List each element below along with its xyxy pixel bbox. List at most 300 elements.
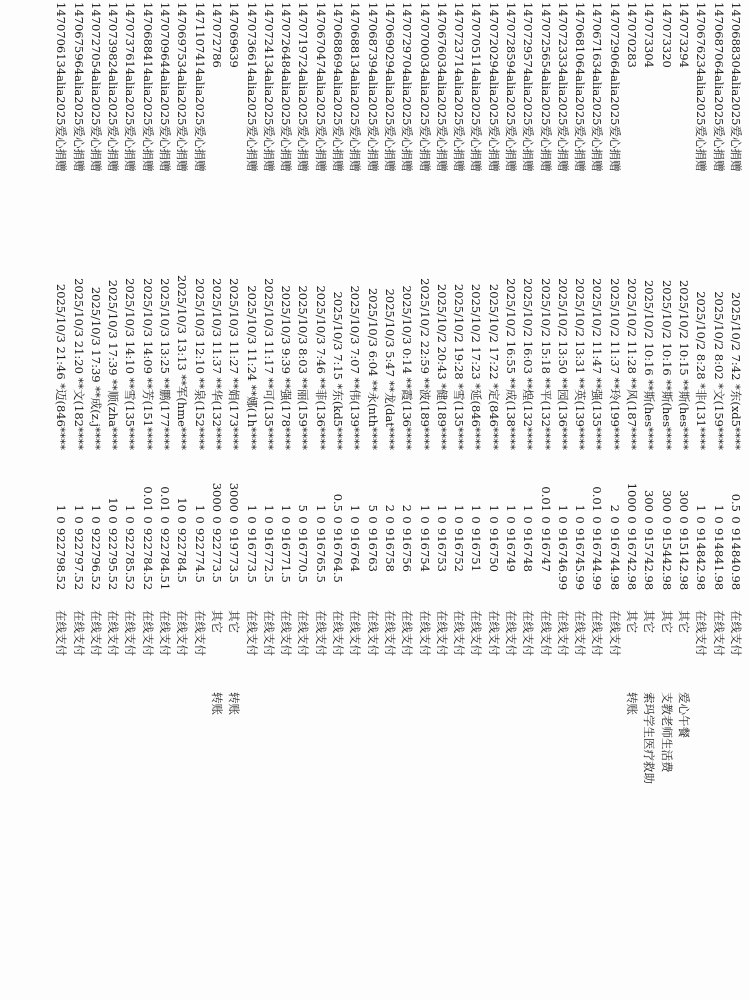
cell-expense: 0	[54, 516, 69, 524]
table-row	[467, 0, 484, 980]
cell-datetime-donor: 2025/10/2 17:23 *延(846****	[469, 283, 484, 450]
cell-amount: 1	[504, 504, 518, 512]
cell-note	[415, 690, 432, 980]
cell-payment-type: 在线支付	[296, 610, 311, 656]
cell-expense: 0	[607, 516, 622, 524]
cell-balance: 922795.52	[106, 528, 121, 591]
cell-datetime-donor: 2025/10/2 10:15 **斯(hes****	[676, 279, 691, 450]
cell-note	[450, 690, 467, 980]
cell-balance: 916749	[504, 528, 518, 572]
cell-datetime-donor: 2025/10/2 19:28 *雪(135****	[452, 283, 467, 450]
cell-expense: 0	[625, 516, 640, 524]
cell-transaction-id: 147072786	[209, 2, 224, 68]
cell-note	[381, 690, 398, 980]
table-row	[69, 0, 86, 980]
cell-note	[294, 690, 311, 980]
cell-expense: 0	[175, 516, 190, 524]
cell-balance: 919773.5	[227, 528, 242, 583]
table-row	[52, 0, 69, 980]
cell-expense: 0	[521, 516, 536, 524]
cell-payment-type: 在线支付	[555, 610, 570, 656]
table-row	[519, 0, 536, 980]
cell-note	[433, 690, 450, 980]
cell-expense: 0	[382, 516, 397, 524]
cell-expense: 0	[573, 516, 588, 524]
cell-datetime-donor: 2025/10/3 7:15 *东(kd5****	[331, 291, 346, 450]
cell-datetime-donor: 2025/10/3 0:14 **霞(136****	[400, 285, 415, 450]
cell-payment-type: 其它	[625, 610, 640, 633]
cell-balance: 922774.5	[192, 528, 207, 583]
cell-amount: 1	[313, 504, 328, 512]
cell-amount: 2	[400, 504, 415, 512]
table-row	[485, 0, 502, 980]
cell-transaction-id: 1470726484alia2025爱心捐赠	[279, 2, 294, 172]
table-row	[381, 0, 398, 980]
table-row	[606, 0, 623, 980]
cell-expense: 0	[711, 516, 726, 524]
cell-amount: 1	[123, 504, 138, 512]
cell-datetime-donor: 2025/10/2 11:37 **玲(199****	[607, 278, 622, 450]
cell-amount: 5	[365, 504, 380, 512]
cell-note	[519, 690, 536, 980]
table-row	[658, 0, 675, 980]
cell-note	[692, 690, 709, 980]
cell-transaction-id: 1470700034alia2025爱心捐赠	[417, 2, 432, 172]
table-row	[121, 0, 138, 980]
cell-amount: 300	[676, 490, 691, 512]
cell-amount: 1	[694, 504, 709, 512]
cell-note	[173, 690, 190, 980]
cell-amount: 1	[434, 504, 449, 512]
cell-transaction-id: 1470676034alia2025爱心捐赠	[434, 2, 449, 172]
cell-note	[606, 690, 623, 980]
cell-datetime-donor: 2025/10/3 17:39 **顺(zha****	[106, 279, 121, 450]
cell-payment-type: 在线支付	[54, 610, 69, 656]
cell-transaction-id: 147070283	[625, 2, 640, 68]
cell-balance: 916744.98	[607, 528, 622, 591]
cell-expense: 0	[417, 516, 432, 524]
cell-transaction-id: 1470709644alia2025爱心捐赠	[158, 2, 173, 172]
cell-transaction-id: 1470688134alia2025爱心捐赠	[348, 2, 363, 172]
table-row	[329, 0, 346, 980]
cell-balance: 922784.5	[175, 528, 190, 583]
cell-datetime-donor: 2025/10/2 22:59 **波(189****	[417, 278, 432, 450]
cell-balance: 916765.5	[313, 528, 328, 583]
cell-balance: 914841.98	[711, 528, 726, 591]
cell-note: 转账	[209, 692, 224, 715]
cell-expense: 0	[348, 516, 363, 524]
table-row	[173, 0, 190, 980]
cell-payment-type: 在线支付	[71, 610, 86, 656]
cell-datetime-donor: 2025/10/3 6:04 **永(nth****	[365, 287, 380, 450]
cell-transaction-id: 1470737614alia2025爱心捐赠	[123, 2, 138, 172]
cell-amount: 1	[486, 504, 501, 512]
cell-amount: 1	[452, 504, 467, 512]
cell-note: 爱心午餐	[676, 692, 691, 738]
cell-expense: 0	[296, 516, 311, 524]
cell-transaction-id: 1470724134alia2025爱心捐赠	[261, 2, 276, 172]
table-row	[640, 0, 657, 980]
cell-balance: 916756	[400, 528, 415, 572]
table-row	[87, 0, 104, 980]
cell-balance: 922785.52	[123, 528, 138, 591]
cell-transaction-id: 1470670474alia2025爱心捐赠	[313, 2, 328, 172]
cell-payment-type: 在线支付	[504, 610, 518, 656]
cell-transaction-id: 1470719724alia2025爱心捐赠	[296, 2, 311, 172]
cell-note: 支教老师生活费	[659, 692, 674, 773]
cell-balance: 915442.98	[659, 528, 674, 591]
cell-expense: 0	[642, 516, 657, 524]
table-row	[294, 0, 311, 980]
cell-expense: 0	[469, 516, 484, 524]
cell-datetime-donor: 2025/10/2 8:28 *非(131****	[694, 291, 709, 450]
cell-transaction-id: 147069639	[227, 2, 242, 68]
cell-transaction-id: 1470676234alia2025爱心捐赠	[694, 2, 709, 172]
cell-payment-type: 在线支付	[694, 610, 709, 656]
cell-payment-type: 在线支付	[261, 610, 276, 656]
cell-payment-type: 在线支付	[452, 610, 467, 656]
cell-amount: 10	[175, 497, 190, 512]
cell-datetime-donor: 2025/10/2 13:31 **英(139****	[573, 278, 588, 450]
cell-expense: 0	[88, 516, 103, 524]
cell-expense: 0	[659, 516, 674, 524]
cell-balance: 916764	[348, 528, 363, 572]
cell-amount: 1	[71, 504, 86, 512]
cell-amount: 1	[469, 504, 484, 512]
cell-datetime-donor: 2025/10/3 7:46 **菲(136****	[313, 285, 328, 450]
cell-datetime-donor: 2025/10/2 7:42 *东(xd5****	[728, 291, 743, 450]
cell-payment-type: 在线支付	[711, 610, 726, 656]
table-row	[623, 0, 640, 980]
table-row	[433, 0, 450, 980]
cell-note	[502, 690, 519, 980]
cell-balance: 916742.98	[625, 528, 640, 591]
cell-transaction-id: 1470675964alia2025爱心捐赠	[71, 2, 86, 172]
table-row	[346, 0, 363, 980]
cell-balance: 922797.52	[71, 528, 86, 591]
table-row	[450, 0, 467, 980]
cell-datetime-donor: 2025/10/2 10:16 **斯(hes****	[659, 279, 674, 450]
cell-payment-type: 在线支付	[400, 610, 415, 656]
cell-balance: 916745.99	[573, 528, 588, 591]
ledger-body	[52, 0, 744, 980]
table-row	[727, 0, 744, 980]
cell-transaction-id: 147073294	[676, 2, 691, 68]
cell-note	[727, 690, 744, 980]
cell-balance: 922798.52	[54, 528, 69, 591]
cell-amount: 1	[417, 504, 432, 512]
cell-expense: 0	[486, 516, 501, 524]
cell-datetime-donor: 2025/10/3 7:07 **伟(139****	[348, 285, 363, 450]
cell-transaction-id: 1470728594alia2025爱心捐赠	[504, 2, 518, 172]
cell-expense: 0	[244, 516, 259, 524]
cell-expense: 0	[694, 516, 709, 524]
cell-amount: 3000	[209, 482, 224, 512]
cell-amount: 1	[192, 504, 207, 512]
cell-datetime-donor: 2025/10/3 14:10 **雪(135****	[123, 278, 138, 450]
cell-expense: 0	[140, 516, 155, 524]
cell-note	[571, 690, 588, 980]
cell-payment-type: 在线支付	[607, 610, 622, 656]
cell-expense: 0	[365, 516, 380, 524]
cell-amount: 1	[573, 504, 588, 512]
cell-expense: 0	[209, 516, 224, 524]
cell-payment-type: 在线支付	[158, 610, 173, 656]
cell-amount: 300	[659, 490, 674, 512]
table-row	[277, 0, 294, 980]
cell-amount: 0.01	[158, 486, 173, 512]
cell-expense: 0	[158, 516, 173, 524]
table-row	[571, 0, 588, 980]
cell-amount: 1	[348, 504, 363, 512]
table-row	[260, 0, 277, 980]
cell-payment-type: 在线支付	[175, 610, 190, 656]
cell-datetime-donor: 2025/10/3 11:37 **华(132****	[209, 278, 224, 450]
cell-note: 索玛学生医疗救助	[642, 692, 657, 784]
table-row	[588, 0, 605, 980]
cell-datetime-donor: 2025/10/3 17:39 **成(z.j****	[88, 286, 103, 450]
cell-balance: 916772.5	[261, 528, 276, 583]
table-row	[502, 0, 519, 980]
cell-datetime-donor: 2025/10/2 10:16 **斯(hes****	[642, 279, 657, 450]
cell-payment-type: 其它	[227, 610, 242, 633]
cell-payment-type: 在线支付	[417, 610, 432, 656]
cell-transaction-id: 1470720294alia2025爱心捐赠	[486, 2, 501, 172]
cell-payment-type: 在线支付	[244, 610, 259, 656]
cell-transaction-id: 1470671634alia2025爱心捐赠	[590, 2, 605, 172]
cell-payment-type: 在线支付	[538, 610, 553, 656]
cell-balance: 916751	[469, 528, 484, 572]
cell-amount: 0.01	[538, 486, 553, 512]
cell-payment-type: 在线支付	[123, 610, 138, 656]
cell-balance: 914840.98	[728, 528, 743, 591]
cell-balance: 922784.52	[140, 528, 155, 591]
cell-balance: 914842.98	[694, 528, 709, 591]
cell-note	[260, 690, 277, 980]
cell-transaction-id: 1470723714alia2025爱心捐赠	[452, 2, 467, 172]
cell-balance: 916752	[452, 528, 467, 572]
cell-note: 转账	[227, 692, 242, 715]
cell-payment-type: 其它	[676, 610, 691, 633]
cell-note	[485, 690, 502, 980]
cell-expense: 0	[227, 516, 242, 524]
cell-expense: 0	[504, 516, 518, 524]
cell-balance: 916747	[538, 528, 553, 572]
cell-datetime-donor: 2025/10/2 8:02 *文(159****	[711, 291, 726, 450]
table-row	[675, 0, 692, 980]
cell-datetime-donor: 2025/10/3 8:03 **丽(159****	[296, 285, 311, 450]
cell-datetime-donor: 2025/10/2 15:18 **平(132****	[538, 278, 553, 450]
cell-amount: 3000	[227, 482, 242, 512]
cell-payment-type: 在线支付	[590, 610, 605, 656]
cell-transaction-id: 147073304	[642, 2, 657, 68]
cell-payment-type: 在线支付	[313, 610, 328, 656]
table-row	[363, 0, 380, 980]
cell-payment-type: 在线支付	[728, 610, 743, 656]
table-row	[191, 0, 208, 980]
cell-transaction-id: 1470706134alia2025爱心捐赠	[54, 2, 69, 172]
cell-transaction-id: 1470681064alia2025爱心捐赠	[573, 2, 588, 172]
cell-balance: 916746.99	[555, 528, 570, 591]
cell-payment-type: 其它	[642, 610, 657, 633]
cell-datetime-donor: 2025/10/2 16:03 **煌(132****	[521, 278, 536, 450]
cell-amount: 0.01	[140, 486, 155, 512]
cell-transaction-id: 1470729574alia2025爱心捐赠	[521, 2, 536, 172]
cell-datetime-donor: 2025/10/3 13:25 **鹏(177****	[158, 278, 173, 450]
cell-note	[104, 690, 121, 980]
cell-balance: 915142.98	[676, 528, 691, 591]
cell-note	[277, 690, 294, 980]
cell-amount: 0.5	[728, 493, 743, 512]
cell-payment-type: 在线支付	[279, 610, 294, 656]
cell-amount: 300	[642, 490, 657, 512]
cell-payment-type: 在线支付	[521, 610, 536, 656]
cell-datetime-donor: 2025/10/3 11:17 **可(135****	[261, 278, 276, 450]
cell-payment-type: 在线支付	[382, 610, 397, 656]
table-row	[312, 0, 329, 980]
cell-note	[52, 690, 69, 980]
cell-note	[329, 690, 346, 980]
cell-expense: 0	[331, 516, 346, 524]
cell-balance: 916764.5	[331, 528, 346, 583]
cell-balance: 916771.5	[279, 528, 294, 583]
cell-expense: 0	[106, 516, 121, 524]
table-row	[208, 0, 225, 980]
table-row	[415, 0, 432, 980]
cell-balance: 916763	[365, 528, 380, 572]
table-row	[104, 0, 121, 980]
cell-note	[191, 690, 208, 980]
cell-payment-type: 在线支付	[192, 610, 207, 656]
cell-note	[467, 690, 484, 980]
cell-transaction-id: 1470688694alia2025爱心捐赠	[331, 2, 346, 172]
cell-note	[156, 690, 173, 980]
cell-transaction-id: 1470729704alia2025爱心捐赠	[400, 2, 415, 172]
table-row	[225, 0, 242, 980]
cell-balance: 916753	[434, 528, 449, 572]
cell-expense: 0	[71, 516, 86, 524]
cell-amount: 1	[711, 504, 726, 512]
cell-note	[242, 690, 259, 980]
cell-expense: 0	[261, 516, 276, 524]
table-row	[398, 0, 415, 980]
cell-datetime-donor: 2025/10/3 21:20 **文(182****	[71, 278, 86, 450]
cell-datetime-donor: 2025/10/2 17:22 *定(846****	[486, 283, 501, 450]
cell-payment-type: 其它	[659, 610, 674, 633]
cell-note	[346, 690, 363, 980]
cell-note	[69, 690, 86, 980]
cell-amount: 1	[244, 504, 259, 512]
cell-payment-type: 在线支付	[88, 610, 103, 656]
cell-transaction-id: 1470723334alia2025爱心捐赠	[555, 2, 570, 172]
cell-amount: 0.5	[331, 493, 346, 512]
cell-amount: 2	[607, 504, 622, 512]
cell-note	[554, 690, 571, 980]
cell-datetime-donor: 2025/10/2 20:43 *健(189****	[434, 283, 449, 450]
cell-datetime-donor: 2025/10/2 11:47 **强(135****	[590, 278, 605, 450]
table-row	[554, 0, 571, 980]
cell-datetime-donor: 2025/10/3 5:47 **龙(dat****	[382, 288, 397, 450]
cell-transaction-id: 1470687394alia2025爱心捐赠	[365, 2, 380, 172]
cell-datetime-donor: 2025/10/3 9:39 **强(178****	[279, 285, 294, 450]
cell-note	[709, 690, 726, 980]
cell-transaction-id: 1470687064alia2025爱心捐赠	[711, 2, 726, 172]
cell-balance: 916744.99	[590, 528, 605, 591]
cell-transaction-id: 1470736614alia2025爱心捐赠	[244, 2, 259, 172]
cell-balance: 916773.5	[244, 528, 259, 583]
cell-expense: 0	[123, 516, 138, 524]
cell-amount: 5	[296, 504, 311, 512]
cell-transaction-id: 1470725654alia2025爱心捐赠	[538, 2, 553, 172]
cell-note	[87, 690, 104, 980]
cell-note	[312, 690, 329, 980]
cell-payment-type: 在线支付	[106, 610, 121, 656]
table-row	[536, 0, 553, 980]
cell-payment-type: 在线支付	[469, 610, 484, 656]
cell-balance: 916750	[486, 528, 501, 572]
cell-expense: 0	[400, 516, 415, 524]
cell-note	[536, 690, 553, 980]
cell-note	[139, 690, 156, 980]
cell-balance: 915742.98	[642, 528, 657, 591]
cell-datetime-donor: 2025/10/3 21:46 *迈(846****	[54, 283, 69, 450]
cell-payment-type: 在线支付	[365, 610, 380, 656]
cell-expense: 0	[279, 516, 294, 524]
table-row	[692, 0, 709, 980]
cell-amount: 1	[54, 504, 69, 512]
cell-note: 转账	[625, 692, 640, 715]
cell-transaction-id: 1470697534alia2025爱心捐赠	[175, 2, 190, 172]
cell-note	[121, 690, 138, 980]
cell-expense: 0	[313, 516, 328, 524]
cell-transaction-id: 147073320	[659, 2, 674, 68]
cell-amount: 1	[521, 504, 536, 512]
cell-payment-type: 在线支付	[573, 610, 588, 656]
table-row	[242, 0, 259, 980]
cell-expense: 0	[538, 516, 553, 524]
cell-expense: 0	[676, 516, 691, 524]
cell-datetime-donor: 2025/10/3 11:27 **娟(173****	[227, 278, 242, 450]
cell-note	[588, 690, 605, 980]
table-row	[709, 0, 726, 980]
cell-transaction-id: 1470727054alia2025爱心捐赠	[88, 2, 103, 172]
cell-amount: 0.01	[590, 486, 605, 512]
cell-datetime-donor: 2025/10/2 13:50 **园(136****	[555, 278, 570, 450]
cell-payment-type: 在线支付	[486, 610, 501, 656]
cell-balance: 922784.51	[158, 528, 173, 591]
cell-balance: 922773.5	[209, 528, 224, 583]
cell-expense: 0	[590, 516, 605, 524]
cell-datetime-donor: 2025/10/2 16:55 **成(138****	[504, 278, 518, 450]
cell-amount: 2	[382, 504, 397, 512]
cell-datetime-donor: 2025/10/3 14:09 **芳(151****	[140, 278, 155, 450]
cell-datetime-donor: 2025/10/3 12:10 **泉(152****	[192, 278, 207, 450]
cell-note	[398, 690, 415, 980]
cell-amount: 1	[279, 504, 294, 512]
cell-transaction-id: 1470688414alia2025爱心捐赠	[140, 2, 155, 172]
cell-transaction-id: 1470688304alia2025爱心捐赠	[728, 2, 743, 172]
cell-expense: 0	[555, 516, 570, 524]
cell-payment-type: 其它	[209, 610, 224, 633]
cell-amount: 1000	[625, 482, 640, 512]
cell-payment-type: 在线支付	[331, 610, 346, 656]
cell-balance: 916758	[382, 528, 397, 572]
cell-datetime-donor: 2025/10/3 11:24 **娜(1h****	[244, 285, 259, 450]
cell-balance: 916770.5	[296, 528, 311, 583]
cell-transaction-id: 1471107414alia2025爱心捐赠	[192, 2, 207, 172]
cell-amount: 1	[88, 504, 103, 512]
cell-payment-type: 在线支付	[434, 610, 449, 656]
